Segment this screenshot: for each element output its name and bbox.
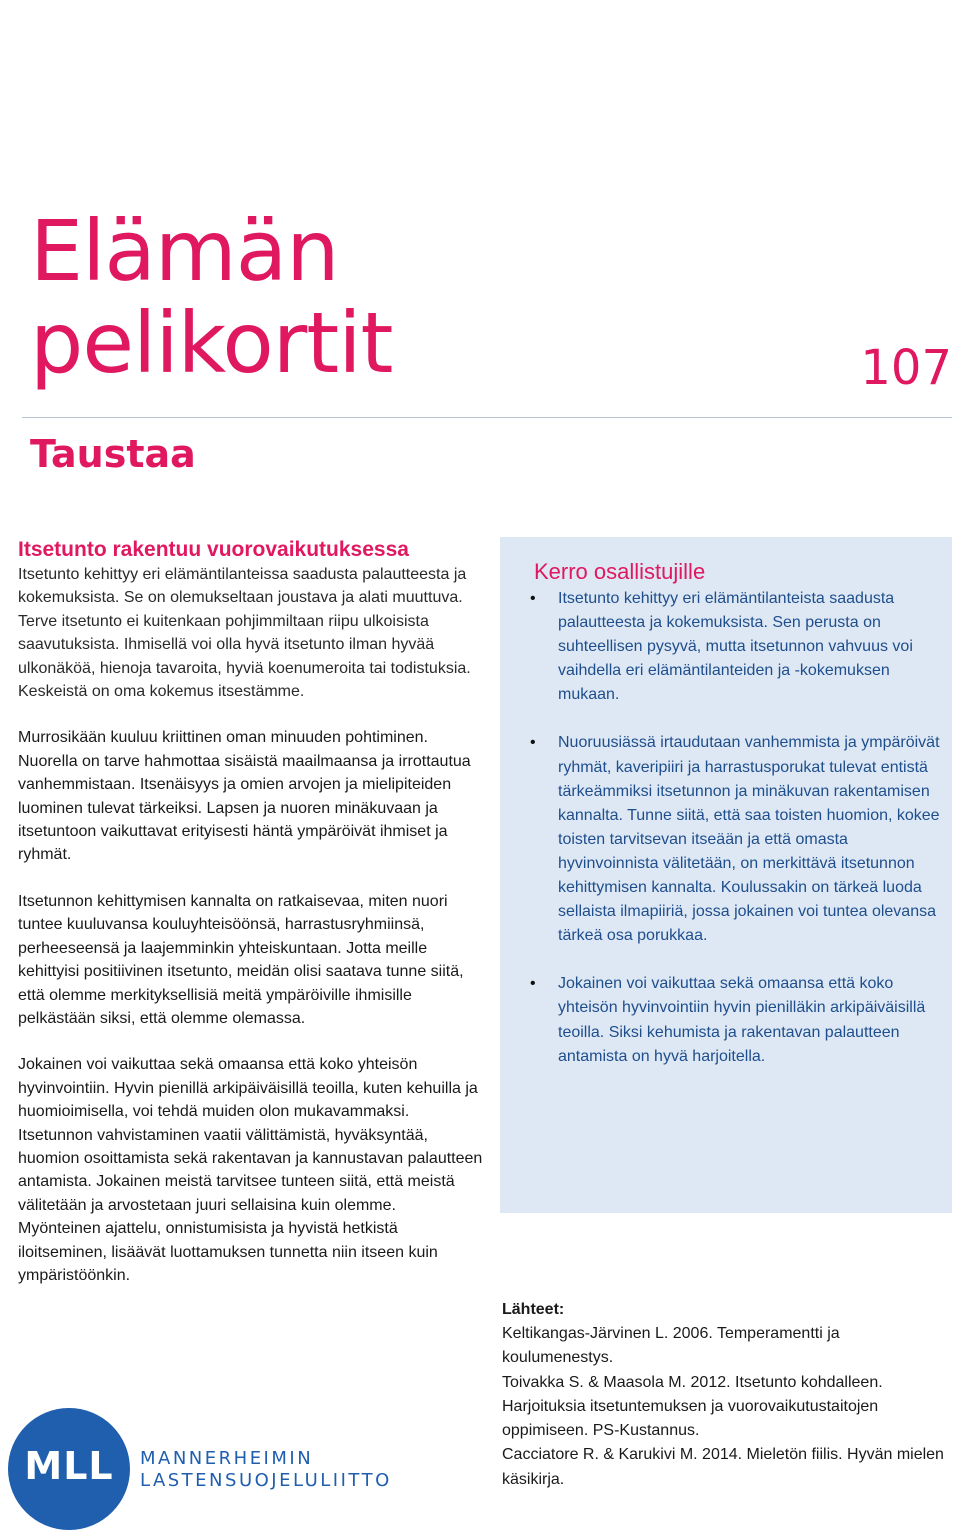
info-box-list — [530, 587, 942, 1093]
title-line-1: Elämän — [30, 202, 339, 300]
info-box-item-text: Jokainen voi vaikuttaa sekä omaansa että koko yhteisön hyvinvointiin hyvin pienilläkin arkipäiväisillä teoilla. Siksi kehumista ja rakentavan palautteen antamista on hyvä harjoitella. — [558, 975, 926, 1065]
sources-block — [502, 1298, 954, 1492]
logo-name — [140, 1448, 392, 1492]
body-paragraph-1: Itsetunto kehittyy eri elämäntilanteissa saadusta palautteesta ja kokemuksista. Se on olemukseltaan joustava ja alati muuttuva. Terve itsetunto ei kuitenkaan pohjimmiltaan riipu ulkoisista saavutuksista. Ihmisellä voi olla hyvä itsetunto ilman hyvää ulkonäköä, hienoja tavaroita, hyviä koenumeroita tai todistuksia. Keskeistä on oma kokemus itsestämme. — [18, 566, 471, 701]
header-divider — [22, 417, 952, 418]
info-box-item — [530, 587, 942, 707]
bullet-icon: • — [530, 975, 536, 993]
bullet-icon: • — [530, 590, 536, 607]
info-box-item-text: Itsetunto kehittyy eri elämäntilanteista saadusta palautteesta ja kokemuksista. Sen perusta on suhteellisen pysyvä, mutta itsetunnon vahvuus voi vaihdella eri elämäntilanteiden ja -kokemuksen mukaan. — [558, 590, 913, 704]
source-item: Toivakka S. & Maasola M. 2012. Itsetunto kohdalleen. Harjoituksia itsetuntemuksen ja vuorovaikutustaitojen oppimiseen. PS-Kustannus. — [502, 1373, 883, 1440]
logo-name-line-1: MANNERHEIMIN — [140, 1448, 314, 1469]
main-text-column — [18, 537, 483, 1310]
sources-label: Lähteet: — [502, 1301, 565, 1318]
logo-mark: MLL — [24, 1444, 114, 1488]
main-heading: Itsetunto rakentuu vuorovaikutuksessa — [18, 538, 409, 561]
document-title — [30, 202, 393, 392]
mll-logo — [8, 1408, 392, 1530]
page-number: 107 — [860, 340, 952, 396]
title-line-2: pelikortit — [30, 294, 393, 392]
info-box-item — [530, 972, 942, 1068]
info-box-item-text: Nuoruusiässä irtaudutaan vanhemmista ja ympäröivät ryhmät, kaveripiiri ja harrastusporukat tulevat entistä tärkeämmiksi itsetunnon ja minäkuvan rakentamisen kannalta. Tunne siitä, että saa toisten huomion, kokee toisten tarvitsevan itseään ja että omasta hyvinvoinnista välitetään, on merkittävä itsetunnon kehittymisen kannalta. Koulussakin on tärkeä luoda sellaista ilmapiiriä, jossa jokainen voi tuntea olevansa tärkeä osa porukkaa. — [558, 734, 940, 945]
body-paragraph-4: Jokainen voi vaikuttaa sekä omaansa että koko yhteisön hyvinvointiin. Hyvin pienillä arkipäiväisillä teoilla, kuten kehuilla ja huomioimisella, voi tehdä muiden olon mukavammaksi. Itsetunnon vahvistaminen vaatii välittämistä, hyväksyntää, huomion osoittamista sekä rakentavan ja kannustavan palautteen antamista. Jokainen meistä tarvitsee tunteen siitä, että meistä välitetään ja arvostetaan juuri sellaisina kuin olemme. Myönteinen ajattelu, onnistumisista ja hyvistä hetkistä iloitseminen, lisäävät luottamuksen tunnetta niin itseen kuin ympäristöönkin. — [18, 1056, 483, 1284]
source-item: Cacciatore R. & Karukivi M. 2014. Mieletön fiilis. Hyvän mielen käsikirja. — [502, 1446, 944, 1488]
info-box — [500, 537, 952, 1213]
info-box-item — [530, 731, 942, 948]
body-paragraph-3: Itsetunnon kehittymisen kannalta on ratkaisevaa, miten nuori tuntee kuuluvansa kouluyhteisöönsä, harrastusryhmiinsä, perheeseensä ja laajemminkin yhteiskuntaan. Jotta meille kehittyisi positiivinen itsetunto, meidän olisi saatava tunne siitä, että olemme merkityksellisiä meitä ympäröiville ihmisille pelkästään siksi, että olemme olemassa. — [18, 892, 464, 1027]
section-title: Taustaa — [30, 432, 196, 476]
bullet-icon: • — [530, 734, 536, 752]
body-paragraph-2: Murrosikään kuuluu kriittinen oman minuuden pohtiminen. Nuorella on tarve hahmottaa sisäistä maailmaansa ja irrottautua vanhemmistaan. Itsenäisyys ja omien arvojen ja mielipiteiden luominen tulevat tärkeiksi. Lapsen ja nuoren minäkuvaan ja itsetuntoon vaikuttavat erityisesti häntä ympäröivät ihmiset ja ryhmät. — [18, 729, 471, 864]
source-item: Keltikangas-Järvinen L. 2006. Temperamentti ja koulumenestys. — [502, 1325, 840, 1367]
logo-name-line-2: LASTENSUOJELULIITTO — [140, 1470, 392, 1491]
info-box-heading: Kerro osallistujille — [534, 559, 706, 584]
